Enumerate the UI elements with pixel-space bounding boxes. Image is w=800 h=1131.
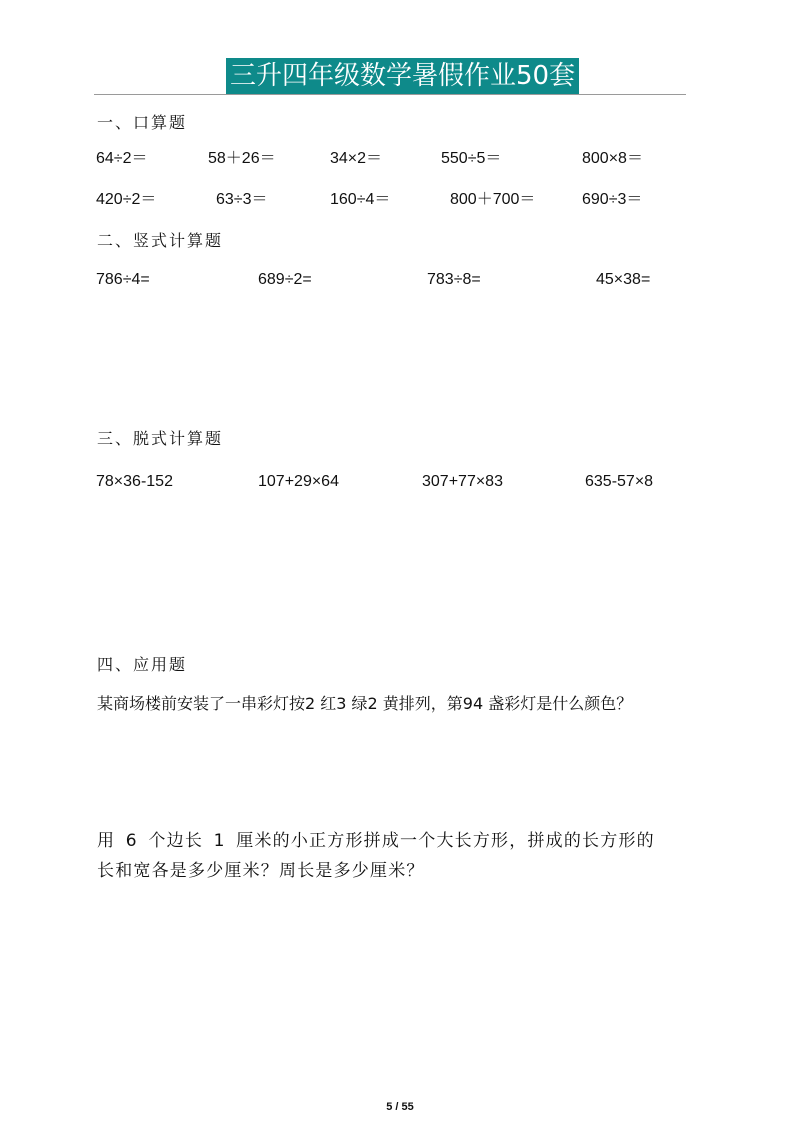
oral-problem: 800＋700＝ [450, 191, 536, 208]
oral-problem: 420÷2＝ [96, 191, 157, 208]
oral-problem: 690÷3＝ [582, 191, 643, 208]
oral-problem: 63÷3＝ [216, 191, 268, 208]
section-heading-word-problems: 四、应用题 [97, 655, 188, 674]
oral-problem: 64÷2＝ [96, 150, 148, 167]
vertical-problem: 786÷4= [96, 271, 150, 288]
word-problem-2-line-1: 用 6 个边长 1 厘米的小正方形拼成一个大长方形，拼成的长方形的 [97, 831, 655, 851]
oral-problem: 800×8＝ [582, 150, 643, 167]
oral-problem: 550÷5＝ [441, 150, 502, 167]
word-problem-1: 某商场楼前安装了一串彩灯按2 红3 绿2 黄排列，第94 盏彩灯是什么颜色？ [97, 694, 633, 713]
title-divider [94, 94, 686, 95]
vertical-problem: 783÷8= [427, 271, 481, 288]
word-problem-2-line-2: 长和宽各是多少厘米？周长是多少厘米？ [97, 861, 425, 881]
section-heading-vertical: 二、竖式计算题 [97, 231, 224, 250]
oral-problem: 34×2＝ [330, 150, 383, 167]
stepwise-problem: 307+77×83 [422, 473, 503, 490]
stepwise-problem: 107+29×64 [258, 473, 339, 490]
page-number: 5 / 55 [386, 1101, 414, 1113]
vertical-problem: 689÷2= [258, 271, 312, 288]
page-title: 三升四年级数学暑假作业50套 [226, 58, 579, 94]
oral-problem: 160÷4＝ [330, 191, 391, 208]
section-heading-stepwise: 三、脱式计算题 [97, 429, 224, 448]
stepwise-problem: 635-57×8 [585, 473, 654, 490]
stepwise-problem: 78×36-152 [96, 473, 173, 490]
vertical-problem: 45×38= [596, 271, 651, 288]
oral-problem: 58＋26＝ [208, 150, 276, 167]
section-heading-oral: 一、口算题 [97, 113, 188, 132]
